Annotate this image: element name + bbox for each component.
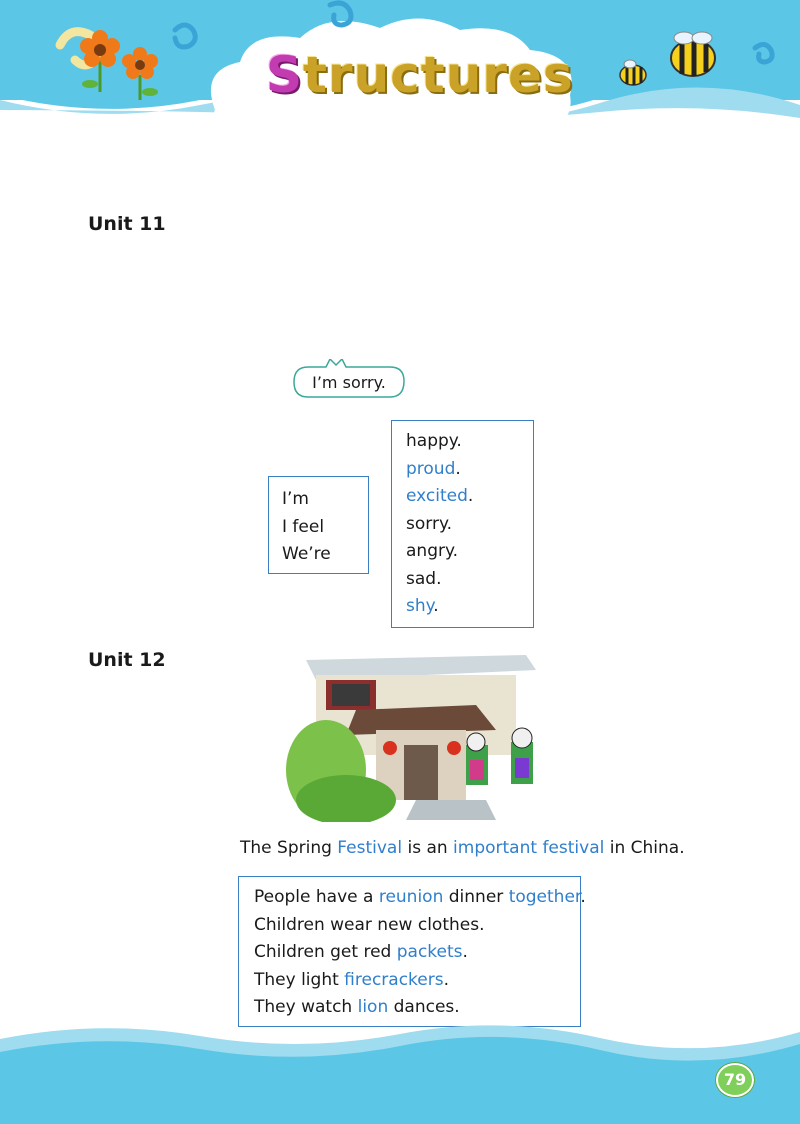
activity-line: They watch lion dances. (254, 997, 460, 1017)
bee-icon (671, 32, 715, 76)
subjects-box (268, 476, 369, 574)
footer-waves (0, 1014, 800, 1124)
spring-festival-illustration (286, 650, 550, 822)
activity-line: They light firecrackers. (254, 969, 450, 990)
feeling-item: angry. (406, 541, 459, 561)
unit-12-heading: Unit 12 (88, 649, 166, 671)
subject-item: I feel (282, 516, 325, 537)
feeling-item: excited. (406, 486, 474, 506)
subject-item: I’m (282, 489, 309, 509)
activity-line: Children wear new clothes. (254, 914, 485, 935)
feeling-item: sad. (406, 568, 442, 589)
subject-item: We’re (282, 544, 331, 564)
feeling-item: shy. (406, 596, 439, 616)
activities-box (238, 876, 586, 1027)
feeling-item: happy. (406, 431, 462, 451)
bubble-text: I’m sorry. (312, 373, 386, 392)
activity-line: Children get red packets. (254, 942, 468, 962)
activity-line: People have a reunion dinner together. (254, 887, 586, 907)
feeling-item: sorry. (406, 513, 452, 534)
page-number: 79 (716, 1063, 754, 1097)
festival-sentence: The Spring Festival is an important festival in China. (240, 838, 685, 858)
feeling-item: proud. (406, 458, 461, 479)
speech-bubble (292, 367, 406, 399)
unit-11-heading: Unit 11 (88, 213, 166, 235)
page-title: Structures (266, 46, 574, 104)
feelings-box (391, 420, 534, 628)
